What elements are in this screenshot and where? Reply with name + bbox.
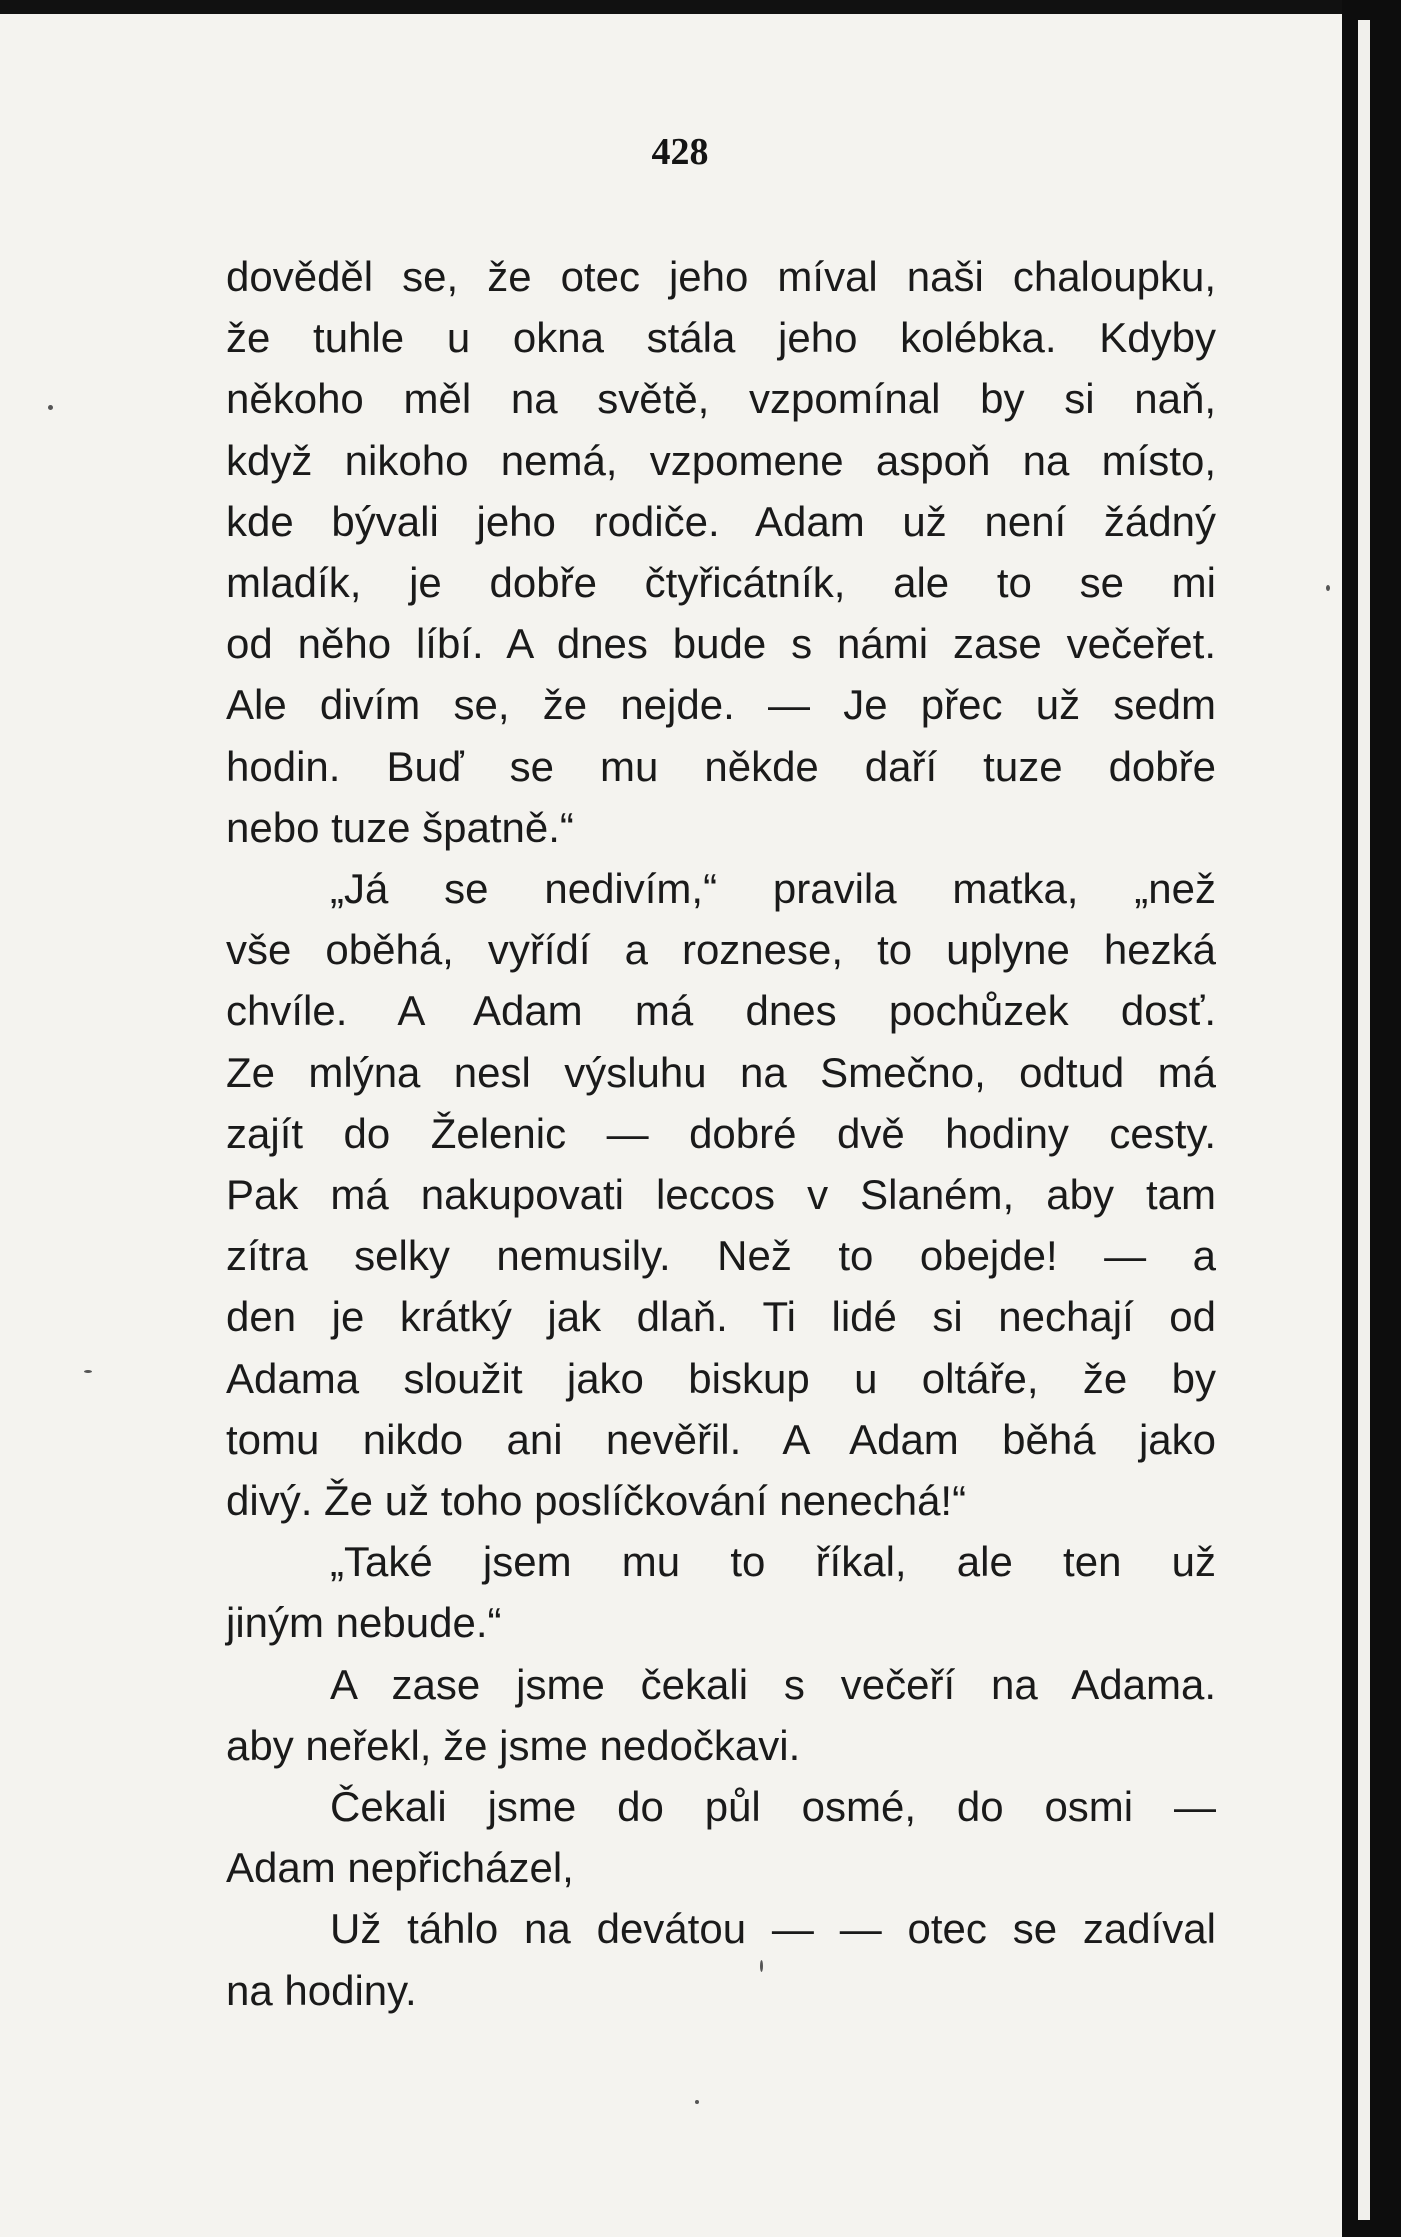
text-line: mladík, je dobře čtyřicátník, ale to se mi — [226, 559, 1216, 607]
scan-speck — [695, 2100, 699, 2104]
text-line: den je krátký jak dlaň. Ti lidé si nechají od — [226, 1293, 1216, 1341]
text-line: kde bývali jeho rodiče. Adam už není žádný — [226, 497, 1216, 545]
page-number: 428 — [651, 131, 709, 173]
text-line: Čekali jsme do půl osmé, do osmi — — [330, 1783, 1216, 1831]
text-line: jiným nebude.“ — [226, 1599, 502, 1647]
text-line: někoho měl na světě, vzpomínal by si naň, — [226, 375, 1216, 423]
text-line: Pak má nakupovati leccos v Slaném, aby tam — [226, 1171, 1216, 1219]
text-line: zítra selky nemusily. Než to obejde! — a — [226, 1232, 1216, 1280]
scan-speck — [760, 1960, 763, 1972]
text-line: chvíle. A Adam má dnes pochůzek dosť. — [226, 987, 1216, 1035]
text-line: „Také jsem mu to říkal, ale ten už — [330, 1538, 1216, 1586]
text-line: na hodiny. — [226, 1966, 417, 2014]
text-line: Ze mlýna nesl výsluhu na Smečno, odtud má — [226, 1048, 1216, 1096]
text-line: když nikoho nemá, vzpomene aspoň na místo, — [226, 436, 1216, 484]
text-line: vše oběhá, vyřídí a roznese, to uplyne hezká — [226, 926, 1216, 974]
scan-edge-stripe — [1358, 20, 1370, 2220]
scan-speck — [84, 1370, 92, 1373]
scan-right-edge — [1342, 0, 1401, 2237]
text-line: hodin. Buď se mu někde daří tuze dobře — [226, 742, 1216, 790]
text-line: zajít do Želenic — dobré dvě hodiny cesty. — [226, 1109, 1216, 1157]
scan-top-edge — [0, 0, 1360, 14]
text-line: aby neřekl, že jsme nedočkavi. — [226, 1721, 801, 1769]
text-line: tomu nikdo ani nevěřil. A Adam běhá jako — [226, 1415, 1216, 1463]
text-line: Už táhlo na devátou — — otec se zadíval — [330, 1905, 1216, 1953]
body-text — [226, 246, 1216, 2021]
text-line: nebo tuze špatně.“ — [226, 803, 574, 851]
text-line: „Já se nedivím,“ pravila matka, „než — [330, 865, 1216, 913]
text-line: Ale divím se, že nejde. — Je přec už sedm — [226, 681, 1216, 729]
scan-speck — [48, 405, 53, 410]
scan-speck — [1326, 585, 1330, 591]
text-line: Adama sloužit jako biskup u oltáře, že by — [226, 1354, 1216, 1402]
text-line: že tuhle u okna stála jeho kolébka. Kdyby — [226, 314, 1216, 362]
text-line: divý. Že už toho poslíčkování nenechá!“ — [226, 1477, 967, 1525]
text-line: Adam nepřicházel, — [226, 1844, 574, 1892]
text-line: od něho líbí. A dnes bude s námi zase večeřet. — [226, 620, 1216, 668]
text-line: A zase jsme čekali s večeří na Adama. — [330, 1660, 1216, 1708]
text-line: dověděl se, že otec jeho míval naši chaloupku, — [226, 253, 1216, 300]
